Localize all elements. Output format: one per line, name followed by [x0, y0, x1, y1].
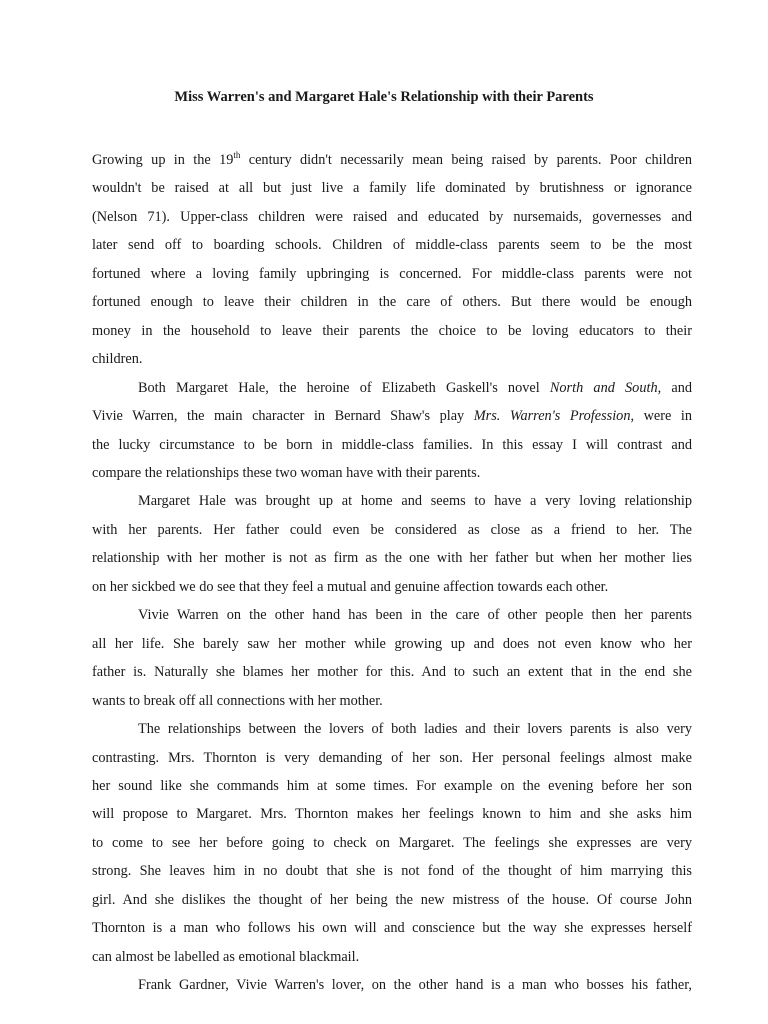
play-title: Mrs. Warren's Profession	[473, 408, 631, 425]
text-line: contrasting. Mrs. Thornton is very demanding of her son. Her personal feelings almost make	[92, 749, 692, 766]
text-line: strong. She leaves him in no doubt that she is not fond of the thought of him marrying this	[92, 863, 692, 880]
text-line: girl. And she dislikes the thought of her being the new mistress of the house. Of course John	[92, 891, 692, 908]
text-line: to come to see her before going to check on Margaret. The feelings she expresses are very	[92, 834, 692, 851]
superscript: th	[233, 150, 241, 161]
text-line: fortuned enough to leave their children in the care of others. But there would be enough	[92, 294, 692, 311]
paragraph-5	[92, 715, 692, 971]
text-line: Margaret Hale was brought up at home and seems to have a very loving relationship	[138, 493, 692, 510]
text-line: relationship with her mother is not as firm as the one with her father but when her mother lies	[92, 550, 692, 567]
document-title: Miss Warren's and Margaret Hale's Relationship with their Parents	[174, 89, 594, 105]
text-line: can almost be labelled as emotional blackmail.	[92, 948, 360, 965]
paragraph-3	[92, 487, 692, 601]
text-line: later send off to boarding schools. Children of middle-class parents seem to be the most	[92, 237, 692, 254]
paragraph-6	[92, 971, 692, 999]
text-line: compare the relationships these two woman have with their parents.	[92, 464, 481, 481]
paragraph-2	[92, 374, 692, 488]
paragraph-1	[92, 146, 692, 374]
text-line: the lucky circumstance to be born in middle-class families. In this essay I will contrast and	[92, 436, 692, 453]
text-line: fortuned where a loving family upbringing is concerned. For middle-class parents were not	[92, 265, 692, 282]
text-line: father is. Naturally she blames her mother for this. And to such an extent that in the end she	[92, 664, 692, 681]
book-title: North and South	[549, 379, 658, 396]
text-line: Frank Gardner, Vivie Warren's lover, on the other hand is a man who bosses his father,	[138, 977, 692, 994]
text-line: (Nelson 71). Upper-class children were raised and educated by nursemaids, governesses and	[92, 208, 692, 225]
text-line: wouldn't be raised at all but just live a family life dominated by brutishness or ignorance	[92, 180, 692, 197]
paragraph-4	[92, 601, 692, 715]
text-line: Vivie Warren on the other hand has been in the care of other people then her parents	[138, 607, 692, 624]
text-line: with her parents. Her father could even be considered as close as a friend to her. The	[92, 521, 692, 538]
text-line: on her sickbed we do see that they feel a mutual and genuine affection towards each other.	[92, 578, 609, 595]
text-line: all her life. She barely saw her mother while growing up and does not even know who her	[92, 635, 692, 652]
text-line: children.	[92, 351, 143, 368]
text-line: wants to break off all connections with her mother.	[92, 692, 383, 709]
text-line: The relationships between the lovers of both ladies and their lovers parents is also very	[138, 721, 692, 738]
text-line: Both Margaret Hale, the heroine of Elizabeth Gaskell's novel North and South, and	[138, 379, 692, 396]
text-line: Thornton is a man who follows his own will and conscience but the way she expresses herself	[92, 920, 692, 937]
text-line: Vivie Warren, the main character in Bernard Shaw's play Mrs. Warren's Profession, were in	[92, 408, 692, 425]
text-line: her sound like she commands him at some times. For example on the evening before her son	[92, 777, 692, 794]
text-line: will propose to Margaret. Mrs. Thornton makes her feelings known to him and she asks him	[92, 806, 692, 823]
text-line: money in the household to leave their parents the choice to be loving educators to their	[92, 322, 692, 339]
text-line: Growing up in the 19th century didn't necessarily mean being raised by parents. Poor children	[92, 150, 692, 168]
document-body	[92, 146, 692, 1000]
